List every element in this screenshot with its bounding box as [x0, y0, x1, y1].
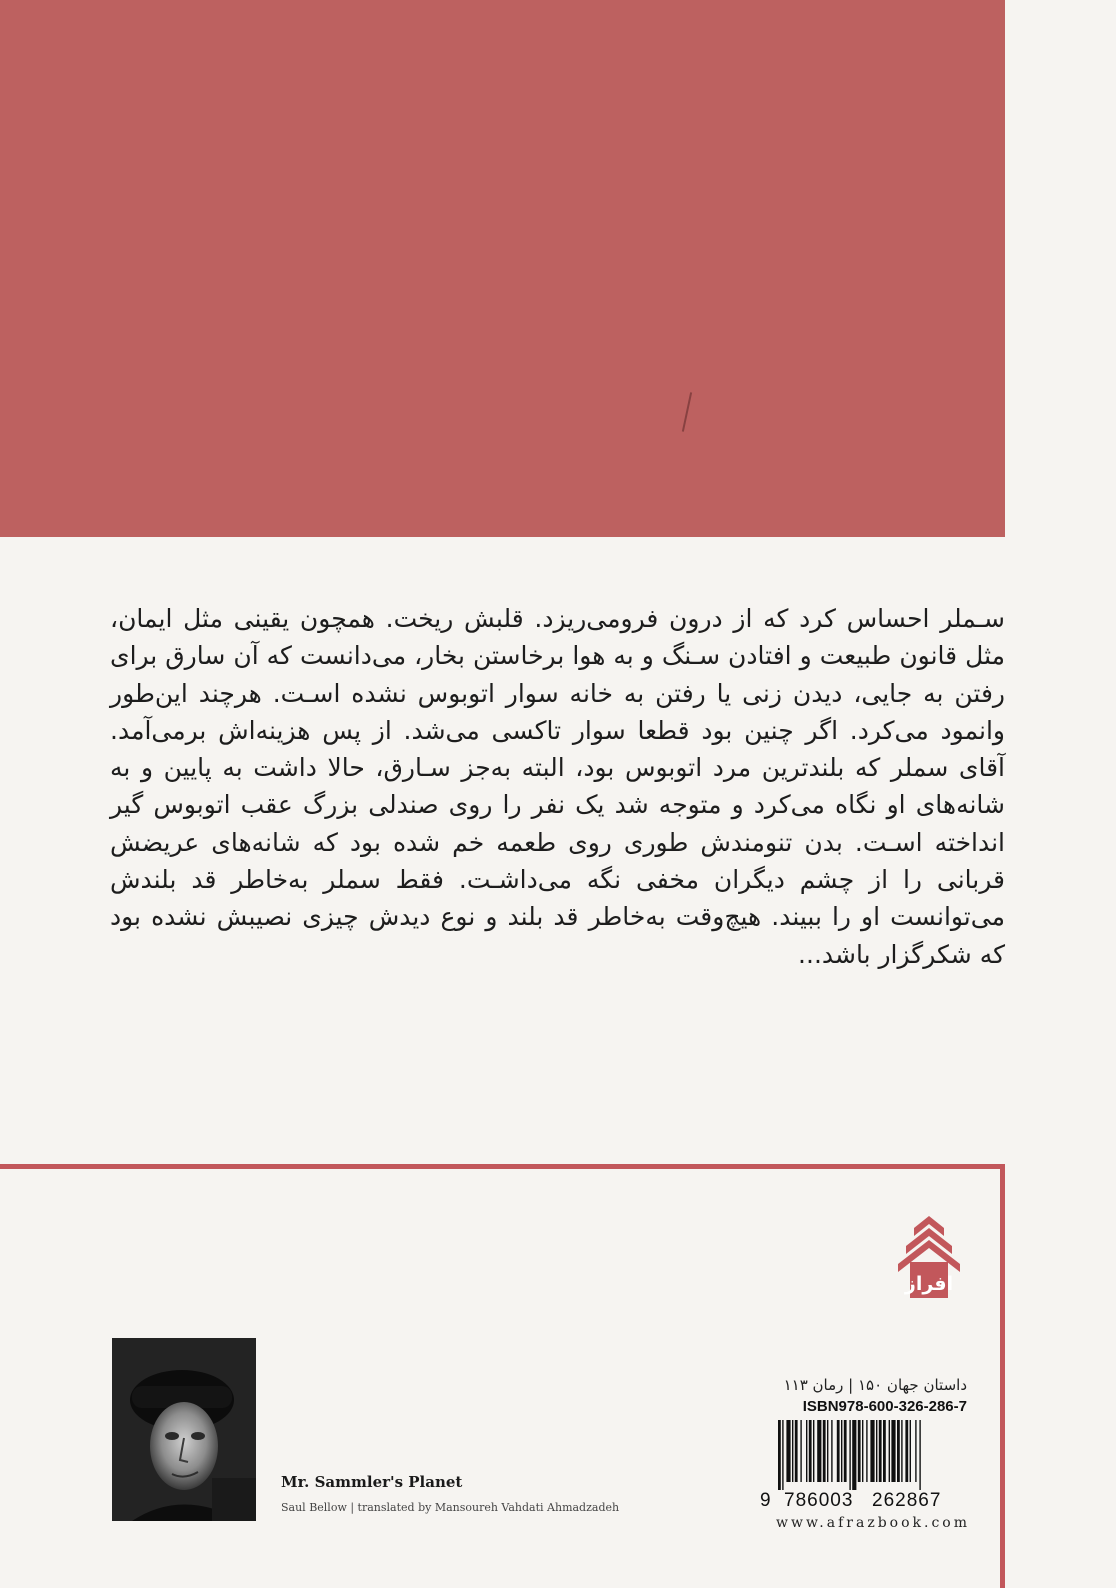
barcode-bar: [915, 1420, 916, 1482]
barcode-bar: [795, 1420, 798, 1482]
author-portrait-photo: [112, 1338, 256, 1521]
isbn-number: ISBN978-600-326-286-7: [802, 1398, 967, 1415]
barcode-lead-digit: 9: [760, 1490, 771, 1511]
cover-red-panel: [0, 0, 1005, 537]
publisher-website: www.afrazbook.com: [776, 1515, 970, 1531]
horizontal-divider: [0, 1164, 1005, 1169]
barcode-bar: [897, 1420, 900, 1482]
barcode-bar: [866, 1420, 867, 1482]
barcode-bar: [778, 1420, 781, 1490]
isbn-barcode: [776, 1420, 964, 1490]
barcode-bar: [806, 1420, 807, 1482]
barcode-bar: [910, 1420, 911, 1482]
barcode-group-1: 786003: [784, 1490, 854, 1511]
barcode-bar: [889, 1420, 890, 1482]
barcode-bar: [879, 1420, 882, 1482]
author-translator-credit: Saul Bellow | translated by Mansoureh Vahdati Ahmadzadeh: [281, 1501, 620, 1514]
barcode-bar: [827, 1420, 828, 1482]
barcode-bar: [831, 1420, 832, 1482]
barcode-bar: [849, 1420, 850, 1490]
barcode-bar: [823, 1420, 826, 1482]
barcode-bar: [905, 1420, 908, 1482]
barcode-bar: [870, 1420, 874, 1482]
barcode-bar: [883, 1420, 886, 1482]
scratch-mark: [682, 392, 692, 432]
barcode-bar: [786, 1420, 790, 1482]
barcode-bar: [876, 1420, 877, 1482]
barcode-bar: [800, 1420, 801, 1482]
barcode-group-2: 262867: [872, 1490, 942, 1511]
afraz-house-logo-icon: [896, 1214, 962, 1304]
barcode-bar: [919, 1420, 920, 1490]
barcode-bar: [792, 1420, 793, 1482]
barcode-bar: [858, 1420, 861, 1482]
series-info: داستان جهان ۱۵۰ | رمان ۱۱۳: [783, 1376, 967, 1394]
barcode-bar: [782, 1420, 783, 1490]
logo-text: افراز: [904, 1273, 954, 1295]
back-cover-blurb: سـملر احساس کرد که از درون فرومی‌ریزد. قلبش ریخت. همچون یقینی مثل ایمان، مثل قانون طبیعت و افتادن سـنگ و به هوا برخاستن بخار، می‌دانست که آن سارق برای رفتن به جایی، دیدن زنی یا رفتن به خانه سوار اتوبوس نشده اسـت. هرچند این‌طور وانمود می‌کرد. اگر چنین بود قطعا سوار تاکسی می‌شد. از پس هزینه‌اش برمی‌آمد. آقای سملر که بلندترین مرد اتوبوس بود، البته به‌جز سـارق، حالا داشت به پایین و به شانه‌های او نگاه می‌کرد و متوجه شد یک نفر را روی صندلی بزرگ عقب اتوبوس گیر انداخته اسـت. بدن تنومندش طوری روی طعمه خم شده بود که شانه‌های عریضش قربانی را از چشم دیگران مخفی نگه می‌داشـت. فقط سملر به‌خاطر قد بلندش می‌توانست او را ببیند. هیچ‌وقت به‌خاطر قد بلند و نوع دیدش چیزی نصیبش نشده بود که شکرگزار باشد...: [110, 604, 1005, 969]
barcode-bar: [862, 1420, 863, 1482]
barcode-bar: [891, 1420, 895, 1482]
barcode-bar: [837, 1420, 840, 1482]
book-title-english: Mr. Sammler's Planet: [281, 1473, 463, 1491]
barcode-bar: [852, 1420, 856, 1490]
barcode-bar: [841, 1420, 842, 1482]
barcode-bar: [809, 1420, 812, 1482]
barcode-bar: [844, 1420, 847, 1482]
barcode-bar: [813, 1420, 814, 1482]
barcode-bar: [817, 1420, 821, 1482]
barcode-bar: [901, 1420, 902, 1482]
vertical-divider: [1000, 1164, 1005, 1588]
